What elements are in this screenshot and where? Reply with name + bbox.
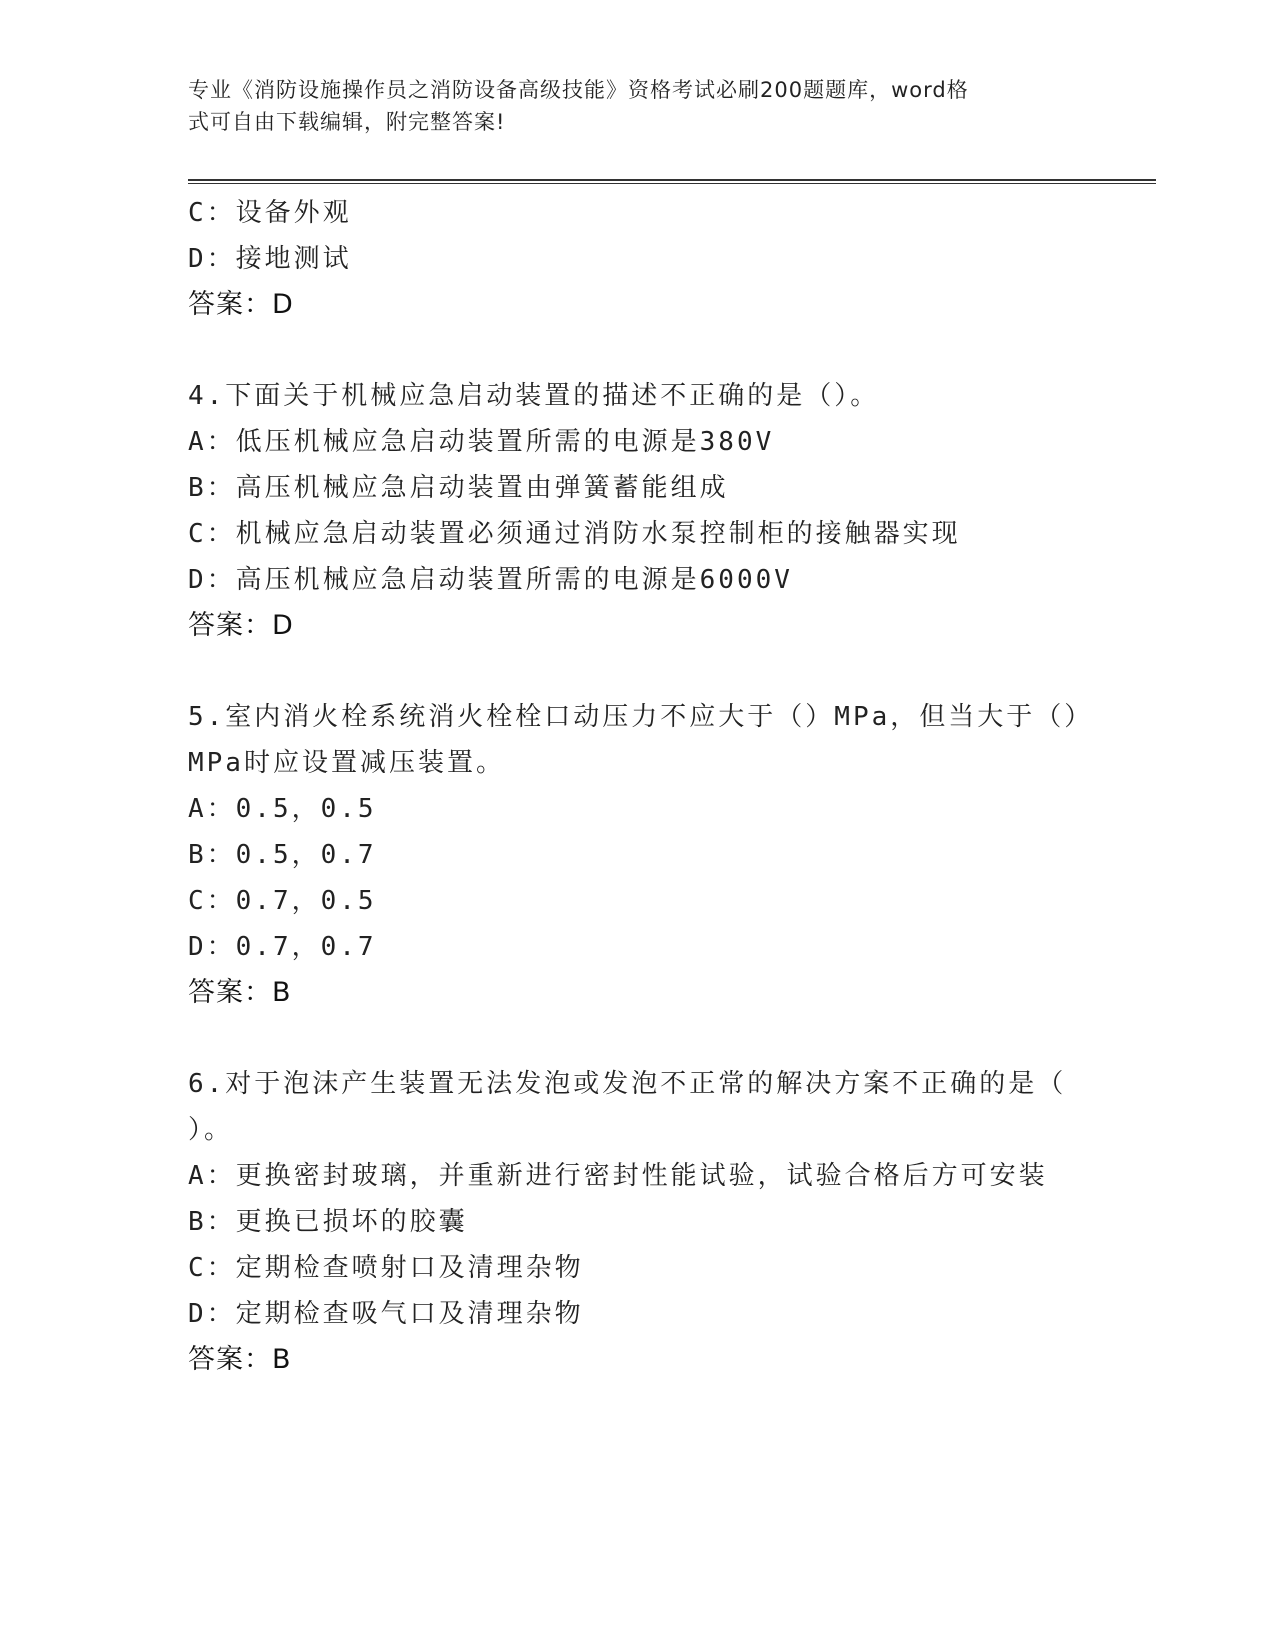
spacer — [188, 649, 1088, 694]
option-d: D：高压机械应急启动装置所需的电源是6000V — [188, 565, 793, 595]
partial-question — [188, 190, 1088, 328]
question-6 — [188, 1061, 1088, 1383]
header-line-1: 专业《消防设施操作员之消防设备高级技能》资格考试必刷200题题库，word格 — [188, 78, 969, 102]
answer-line: 答案：B — [188, 977, 292, 1008]
question-4 — [188, 373, 1088, 649]
option-c: C：定期检查喷射口及清理杂物 — [188, 1253, 584, 1283]
answer-line: 答案：D — [188, 289, 294, 320]
header-divider-thin — [188, 183, 1156, 184]
question-5 — [188, 694, 1094, 1016]
question-stem: 4.下面关于机械应急启动装置的描述不正确的是（）。 — [188, 381, 880, 411]
spacer — [188, 1016, 1088, 1061]
option-a: A：0.5，0.5 — [188, 794, 377, 824]
question-list — [188, 190, 1094, 1383]
question-stem-continued: MPa时应设置减压装置。 — [188, 748, 505, 778]
header-divider-thick — [188, 179, 1156, 181]
answer-line: 答案：D — [188, 610, 294, 641]
question-stem-continued: ）。 — [188, 1115, 234, 1145]
option-b: B：高压机械应急启动装置由弹簧蓄能组成 — [188, 473, 729, 503]
option-a: A：低压机械应急启动装置所需的电源是380V — [188, 427, 775, 457]
option-c: C：设备外观 — [188, 198, 352, 228]
option-a: A：更换密封玻璃，并重新进行密封性能试验，试验合格后方可安装 — [188, 1161, 1048, 1191]
option-c: C：机械应急启动装置必须通过消防水泵控制柜的接触器实现 — [188, 519, 961, 549]
option-b: B：更换已损坏的胶囊 — [188, 1207, 468, 1237]
option-d: D：定期检查吸气口及清理杂物 — [188, 1299, 584, 1329]
document-header — [188, 74, 1078, 138]
answer-line: 答案：B — [188, 1344, 292, 1375]
option-d: D：0.7，0.7 — [188, 932, 377, 962]
option-b: B：0.5，0.7 — [188, 840, 377, 870]
spacer — [188, 328, 1088, 373]
question-stem: 6.对于泡沫产生装置无法发泡或发泡不正常的解决方案不正确的是（ — [188, 1069, 1067, 1099]
question-stem: 5.室内消火栓系统消火栓栓口动压力不应大于（）MPa，但当大于（） — [188, 702, 1094, 732]
option-c: C：0.7，0.5 — [188, 886, 377, 916]
option-d: D：接地测试 — [188, 244, 352, 274]
header-line-2: 式可自由下载编辑，附完整答案! — [188, 110, 506, 134]
